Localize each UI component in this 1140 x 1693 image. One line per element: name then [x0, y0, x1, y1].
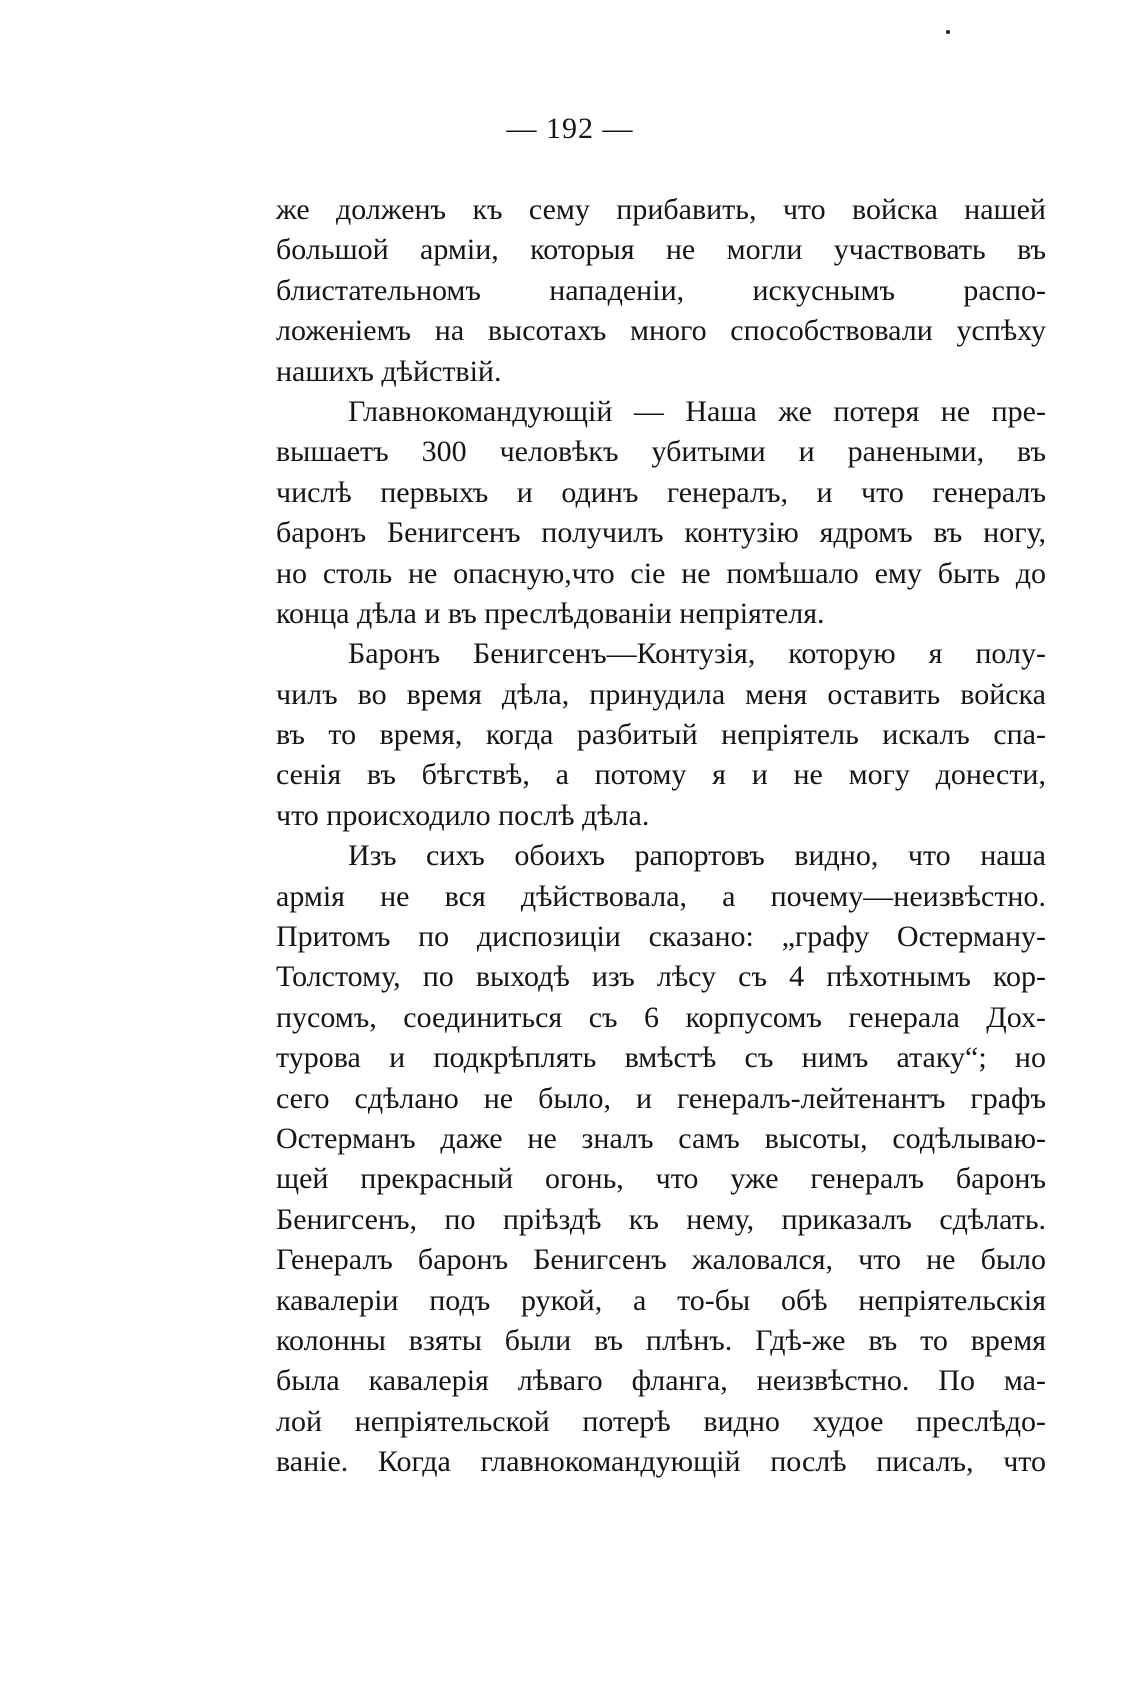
text-line: что происходило послѣ дѣла. — [276, 798, 650, 832]
text-line: армія не вся дѣйствовала, а почему—неизвѣстно. — [276, 879, 1046, 913]
paragraph-start-line: Главнокомандующій — Наша же потеря не пре- — [348, 394, 1046, 428]
ink-speck — [946, 30, 950, 34]
page-body — [276, 190, 1046, 1483]
text-line: Толстому, по выходѣ изъ лѣсу съ 4 пѣхотнымъ кор- — [276, 960, 1046, 994]
text-line: же долженъ къ сему прибавить, что войска нашей — [276, 193, 1046, 226]
text-line: сенія въ бѣгствѣ, а потому я и не могу донести, — [276, 758, 1046, 792]
text-line: ложеніемъ на высотахъ много способствовали успѣху — [276, 314, 1046, 348]
text-line: въ то время, когда разбитый непріятель искалъ спа- — [276, 718, 1046, 752]
text-line: кавалеріи подъ рукой, а то-бы обѣ непріятельскія — [276, 1283, 1046, 1317]
text-line: Бенигсенъ, по пріѣздѣ къ нему, приказалъ сдѣлать. — [276, 1202, 1046, 1236]
text-line: большой арміи, которыя не могли участвовать въ — [276, 233, 1046, 267]
page-number: — 192 — — [506, 112, 634, 145]
text-line: нашихъ дѣйствій. — [276, 354, 502, 388]
paragraph-start-line: Баронъ Бенигсенъ—Контузія, которую я полу- — [348, 637, 1046, 671]
text-line: турова и подкрѣплять вмѣстѣ съ нимъ атаку“; но — [276, 1041, 1046, 1075]
text-line: Притомъ по диспозиціи сказано: „графу Остерману- — [276, 920, 1046, 954]
text-line: лой непріятельской потерѣ видно худое преслѣдо- — [276, 1404, 1046, 1438]
text-line: чилъ во время дѣла, принудила меня оставить войска — [276, 677, 1046, 711]
text-line: Остерманъ даже не зналъ самъ высоты, содѣлываю- — [276, 1121, 1046, 1155]
text-line: ваніе. Когда главнокомандующій послѣ писалъ, что — [276, 1445, 1046, 1479]
text-line: Генералъ баронъ Бенигсенъ жаловался, что не было — [276, 1243, 1046, 1277]
text-line: но столь не опасную,что сіе не помѣшало ему быть до — [276, 556, 1046, 590]
text-line: сего сдѣлано не было, и генералъ-лейтенантъ графъ — [276, 1081, 1046, 1115]
text-line: баронъ Бенигсенъ получилъ контузію ядромъ въ ногу, — [276, 516, 1046, 550]
text-line: блистательномъ нападеніи, искуснымъ распо- — [276, 273, 1046, 307]
text-line: конца дѣла и въ преслѣдованіи непріятеля. — [276, 596, 825, 630]
text-line: пусомъ, соединиться съ 6 корпусомъ генерала Дох- — [276, 1000, 1046, 1034]
paragraph-start-line: Изъ сихъ обоихъ рапортовъ видно, что наша — [348, 839, 1046, 873]
text-line: колонны взяты были въ плѣнъ. Гдѣ-же въ то время — [276, 1323, 1046, 1357]
text-line: вышаетъ 300 человѣкъ убитыми и ранеными, въ — [276, 435, 1046, 469]
text-line: была кавалерія лѣваго фланга, неизвѣстно. По ма- — [276, 1364, 1046, 1398]
text-line: щей прекрасный огонь, что уже генералъ баронъ — [276, 1162, 1046, 1196]
text-line: числѣ первыхъ и одинъ генералъ, и что генералъ — [276, 475, 1046, 509]
